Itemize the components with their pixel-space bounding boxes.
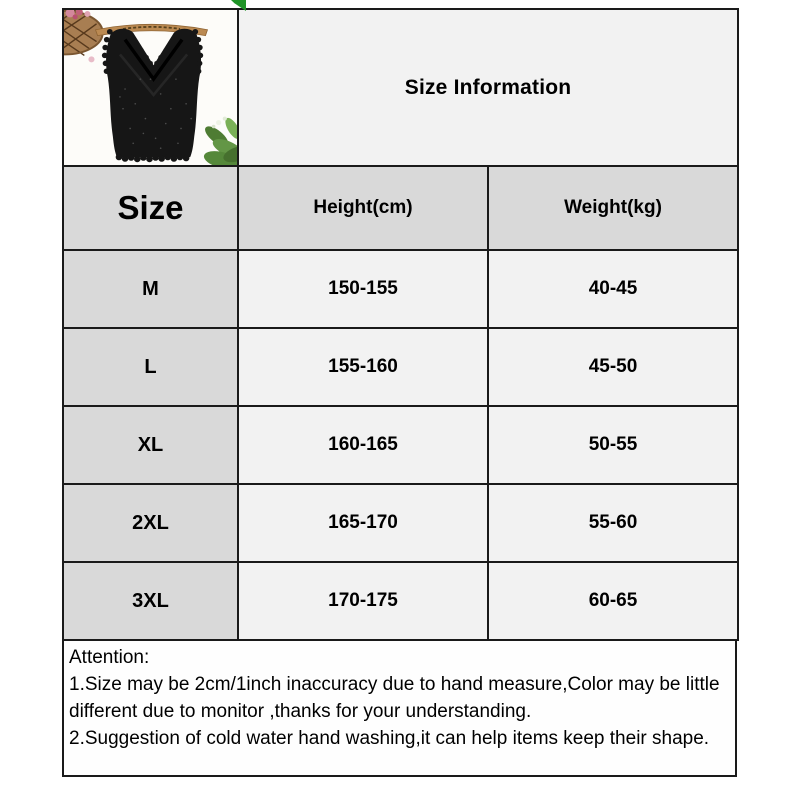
attention-line-3: 2.Suggestion of cold water hand washing,it can help items keep their shape. (69, 728, 710, 749)
table-row-2xl (63, 484, 738, 562)
weight-value: 60-65 (488, 562, 738, 640)
size-table (62, 8, 739, 641)
weight-value: 45-50 (488, 328, 738, 406)
column-header-height: Height(cm) (238, 166, 488, 250)
table-header-row (63, 166, 738, 250)
size-label: 2XL (63, 484, 238, 562)
size-label: 3XL (63, 562, 238, 640)
size-label: XL (63, 406, 238, 484)
column-header-weight: Weight(kg) (488, 166, 738, 250)
table-row-m (63, 250, 738, 328)
table-row-xl (63, 406, 738, 484)
table-row-3xl (63, 562, 738, 640)
size-chart-sheet (62, 8, 737, 777)
size-label: M (63, 250, 238, 328)
photo-title-row (63, 9, 738, 166)
size-label: L (63, 328, 238, 406)
weight-value: 40-45 (488, 250, 738, 328)
product-photo-graphic (64, 10, 237, 165)
attention-line-1: 1.Size may be 2cm/1inch inaccuracy due to hand measure,Color may be little (69, 674, 720, 695)
column-header-size: Size (63, 166, 238, 250)
height-value: 170-175 (238, 562, 488, 640)
height-value: 155-160 (238, 328, 488, 406)
attention-title: Attention: (69, 647, 150, 668)
product-photo (63, 9, 238, 166)
height-value: 150-155 (238, 250, 488, 328)
height-value: 165-170 (238, 484, 488, 562)
height-value: 160-165 (238, 406, 488, 484)
weight-value: 50-55 (488, 406, 738, 484)
table-row-l (63, 328, 738, 406)
page-title: Size Information (238, 9, 738, 166)
attention-line-2: different due to monitor ,thanks for your understanding. (69, 701, 532, 722)
attention-note (62, 639, 737, 777)
weight-value: 55-60 (488, 484, 738, 562)
